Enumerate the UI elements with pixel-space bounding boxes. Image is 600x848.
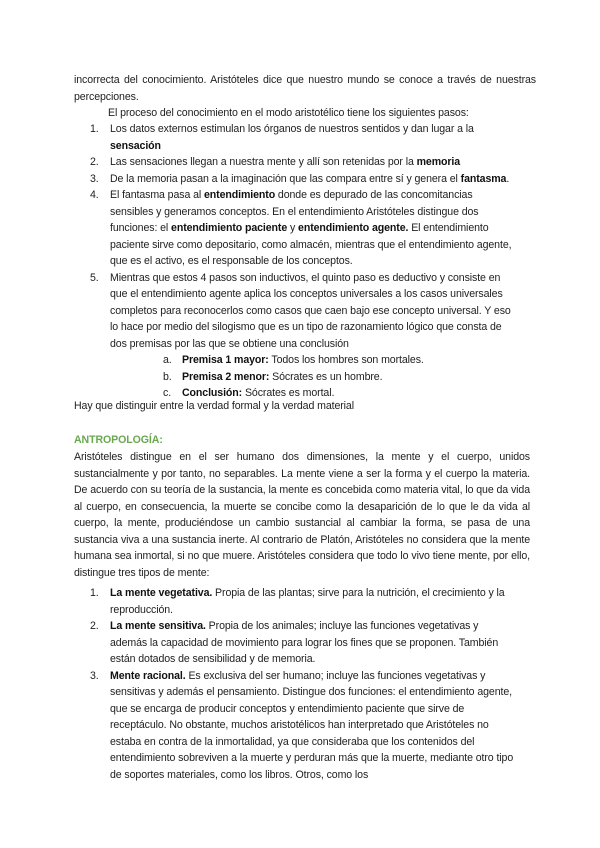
list-number: 1.	[90, 123, 99, 135]
list-item	[74, 154, 518, 171]
step-keyword: sensación	[110, 139, 161, 152]
mind-types-list	[74, 585, 518, 783]
list-item	[74, 187, 518, 270]
list-letter: b.	[163, 370, 172, 383]
premise-label: Conclusión:	[182, 387, 243, 399]
step-keyword: entendimiento agente.	[298, 222, 409, 234]
list-number: 4.	[90, 189, 99, 201]
list-letter: a.	[163, 354, 172, 366]
list-number: 3.	[90, 172, 99, 185]
list-number: 2.	[90, 156, 99, 168]
premise-text: Todos los hombres son mortales.	[268, 354, 424, 366]
step-text: El fantasma pasa al	[110, 189, 204, 201]
premise-text: Sócrates es un hombre.	[269, 370, 383, 383]
list-number: 5.	[90, 271, 99, 284]
step-text: Las sensaciones llegan a nuestra mente y allí son retenidas por la	[110, 156, 417, 168]
type-text: Es exclusiva del ser humano; incluye las funciones vegetativas y sensitivas y además el pensamiento. Distingue dos funciones: el entendimiento agente, que se encarga de producir conceptos y entendimiento paciente que sirve de receptáculo. No obstante, muchos aristotélicos han interpretado que Aristóteles no estaba en contra de la inmortalidad, ya que consideraba que los contenidos del entendimiento sobreviven a la muerte y perduran más que la muerte, mediante otro tipo de soportes materiales, como los libros. Otros, como los	[110, 669, 514, 781]
list-item	[74, 618, 518, 668]
step-text: Mientras que estos 4 pasos son inductivos, el quinto paso es deductivo y consiste en que el entendimiento agente aplica los conceptos universales a los casos universales completos para reconocerlos como casos que caen bajo ese concepto universal. Y eso lo hace por medio del silogismo que es un tipo de razonamiento lógico que consta de dos premisas por las que se obtiene una conclusión	[110, 271, 511, 350]
steps-list	[74, 121, 518, 402]
list-letter: c.	[163, 387, 172, 399]
step-keyword: memoria	[416, 156, 461, 168]
section-heading: ANTROPOLOGÍA:	[74, 434, 163, 446]
type-label: La mente sensitiva.	[110, 620, 206, 632]
type-label: Mente racional.	[110, 669, 186, 682]
type-label: La mente vegetativa.	[110, 587, 213, 599]
paragraph-anthropology: Aristóteles distingue en el ser humano dos dimensiones, la mente y el cuerpo, unidos sustancialmente y por tanto, no separables. La mente viene a ser la forma y el cuerpo la materia. De acuerdo con su teoría de la sustancia, la mente es concebida como materia vital, lo que da vida al cuerpo, en consecuencia, la muerte se concibe como la desaparición de lo que le da vida al cuerpo, la mente, produciéndose un cambio sustancial al cambiar la forma, se pasa de una sustancia viva a una sustancia inerte. Al contrario de Platón, Aristóteles no considera que la mente humana sea inmortal, si no que muere. Aristóteles considera que todo lo vivo tiene mente, por ello, distingue tres tipos de mente:	[74, 451, 530, 579]
step-text-end: .	[506, 172, 510, 185]
premise-text: Sócrates es mortal.	[242, 387, 335, 399]
step-text-end: El entendimiento paciente sirve como depositario, como almacén, mientras que el entendimiento agente, que es el activo, es el responsable de los conceptos.	[110, 222, 512, 267]
list-item	[74, 668, 518, 784]
syllogism-list	[110, 352, 518, 402]
paragraph-intro: incorrecta del conocimiento. Aristóteles dice que nuestro mundo se conoce a través de nuestras percepciones.	[74, 74, 536, 103]
step-text-mid: y	[287, 222, 299, 234]
step-text: De la memoria pasan a la imaginación que las compara entre sí y genera el	[110, 172, 461, 185]
type-text: Propia de los animales; incluye las funciones vegetativas y además la capacidad de movimiento para lograr los fines que se proponen. También están dotados de sensibilidad y de memoria.	[110, 620, 499, 665]
step-keyword: entendimiento paciente	[171, 222, 288, 234]
step-text-mid: donde es depurado de las concomitancias sensibles y generamos conceptos. En el entendimiento Aristóteles distingue dos funciones: el	[110, 189, 479, 234]
list-item	[110, 352, 518, 369]
list-item	[74, 270, 518, 402]
type-text: Propia de las plantas; sirve para la nutrición, el crecimiento y la reproducción.	[110, 587, 505, 616]
step-keyword: fantasma	[460, 172, 507, 185]
paragraph-process-intro: El proceso del conocimiento en el modo aristotélico tiene los siguientes pasos:	[108, 107, 469, 119]
paragraph-truth: Hay que distinguir entre la verdad formal y la verdad material	[74, 400, 354, 412]
list-item	[74, 171, 518, 188]
premise-label: Premisa 1 mayor:	[182, 354, 269, 366]
list-number: 2.	[90, 620, 99, 632]
step-text: Los datos externos estimulan los órganos de nuestros sentidos y dan lugar a la	[110, 123, 474, 135]
list-item	[110, 369, 518, 386]
step-keyword: entendimiento	[204, 189, 276, 201]
list-number: 3.	[90, 669, 99, 682]
list-number: 1.	[90, 587, 99, 599]
list-item	[74, 585, 518, 618]
list-item	[74, 121, 518, 154]
premise-label: Premisa 2 menor:	[182, 370, 270, 383]
